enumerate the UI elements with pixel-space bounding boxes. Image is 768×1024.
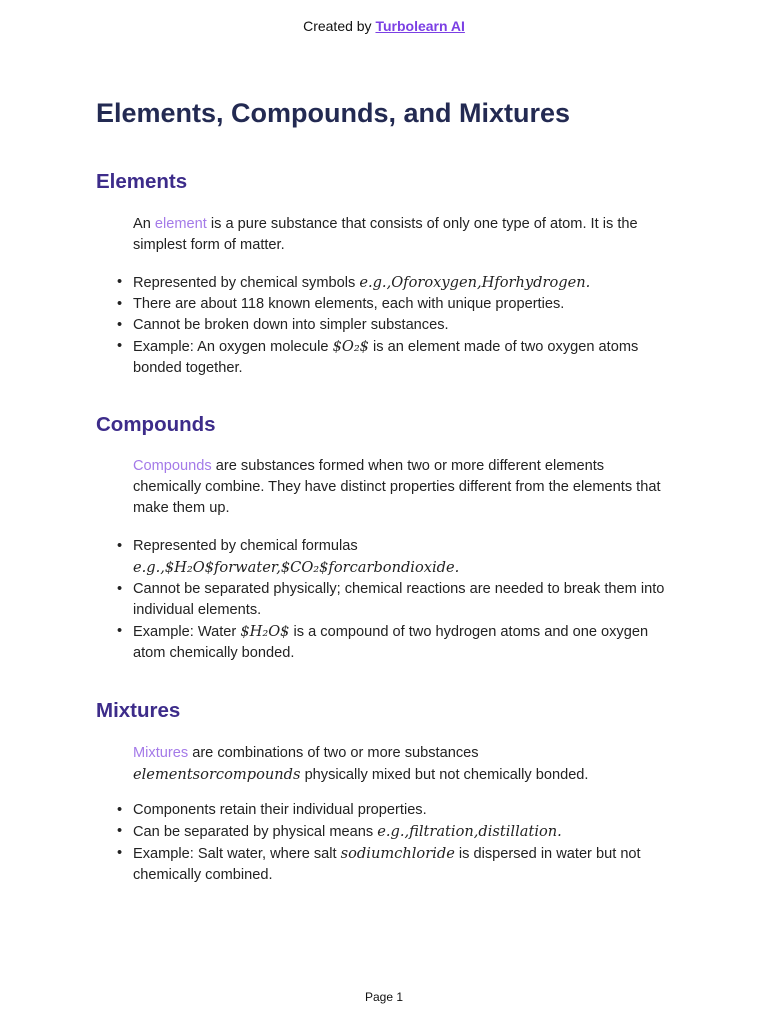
compounds-paragraph: Compounds are substances formed when two or more different elements chemically combine. They have distinct properties different from the elements that make them up. bbox=[133, 458, 661, 516]
mixtures-bullet-list bbox=[115, 800, 675, 886]
term-element: element bbox=[154, 216, 207, 232]
list-item: • Components retain their individual properties. bbox=[117, 802, 427, 818]
created-by-text: Created by bbox=[303, 18, 372, 34]
list-item: • Example: An oxygen molecule $O₂$ is an element made of two oxygen atoms bonded together. bbox=[117, 338, 639, 376]
section-title-compounds: Compounds bbox=[96, 413, 216, 436]
section-title-elements: Elements bbox=[96, 170, 188, 193]
term-mixtures: Mixtures bbox=[133, 745, 189, 761]
list-item: • Example: Salt water, where salt sodiumchloride is dispersed in water but not chemically combined. bbox=[117, 845, 641, 883]
section-title-mixtures: Mixtures bbox=[96, 699, 181, 722]
list-item: • Cannot be separated physically; chemical reactions are needed to break them into individual elements. bbox=[117, 581, 665, 618]
elements-paragraph: An element is a pure substance that consists of only one type of atom. It is the simplest form of matter. bbox=[133, 216, 638, 253]
compounds-bullet-list bbox=[115, 536, 675, 664]
term-compounds: Compounds bbox=[133, 458, 212, 474]
list-item: • Cannot be broken down into simpler substances. bbox=[117, 317, 449, 333]
attribution-header bbox=[0, 18, 768, 34]
list-item: • There are about 118 known elements, each with unique properties. bbox=[117, 296, 565, 312]
mixtures-paragraph: Mixtures are combinations of two or more substances elementsorcompounds physically mixed but not chemically bonded. bbox=[133, 745, 589, 783]
elements-bullet-list bbox=[115, 272, 675, 379]
list-item: • Represented by chemical formulas e.g.,$H₂O$forwater,$CO₂$forcarbondioxide. bbox=[117, 538, 460, 576]
list-item: • Represented by chemical symbols e.g.,Oforoxygen,Hforhydrogen. bbox=[117, 274, 591, 291]
list-item: • Can be separated by physical means e.g.,filtration,distillation. bbox=[117, 823, 562, 840]
page-title: Elements, Compounds, and Mixtures bbox=[96, 98, 571, 128]
page-number: Page 1 bbox=[364, 990, 404, 1004]
list-item: • Example: Water $H₂O$ is a compound of two hydrogen atoms and one oxygen atom chemically bonded. bbox=[117, 623, 649, 661]
turbolearn-link[interactable]: Turbolearn AI bbox=[375, 18, 465, 34]
